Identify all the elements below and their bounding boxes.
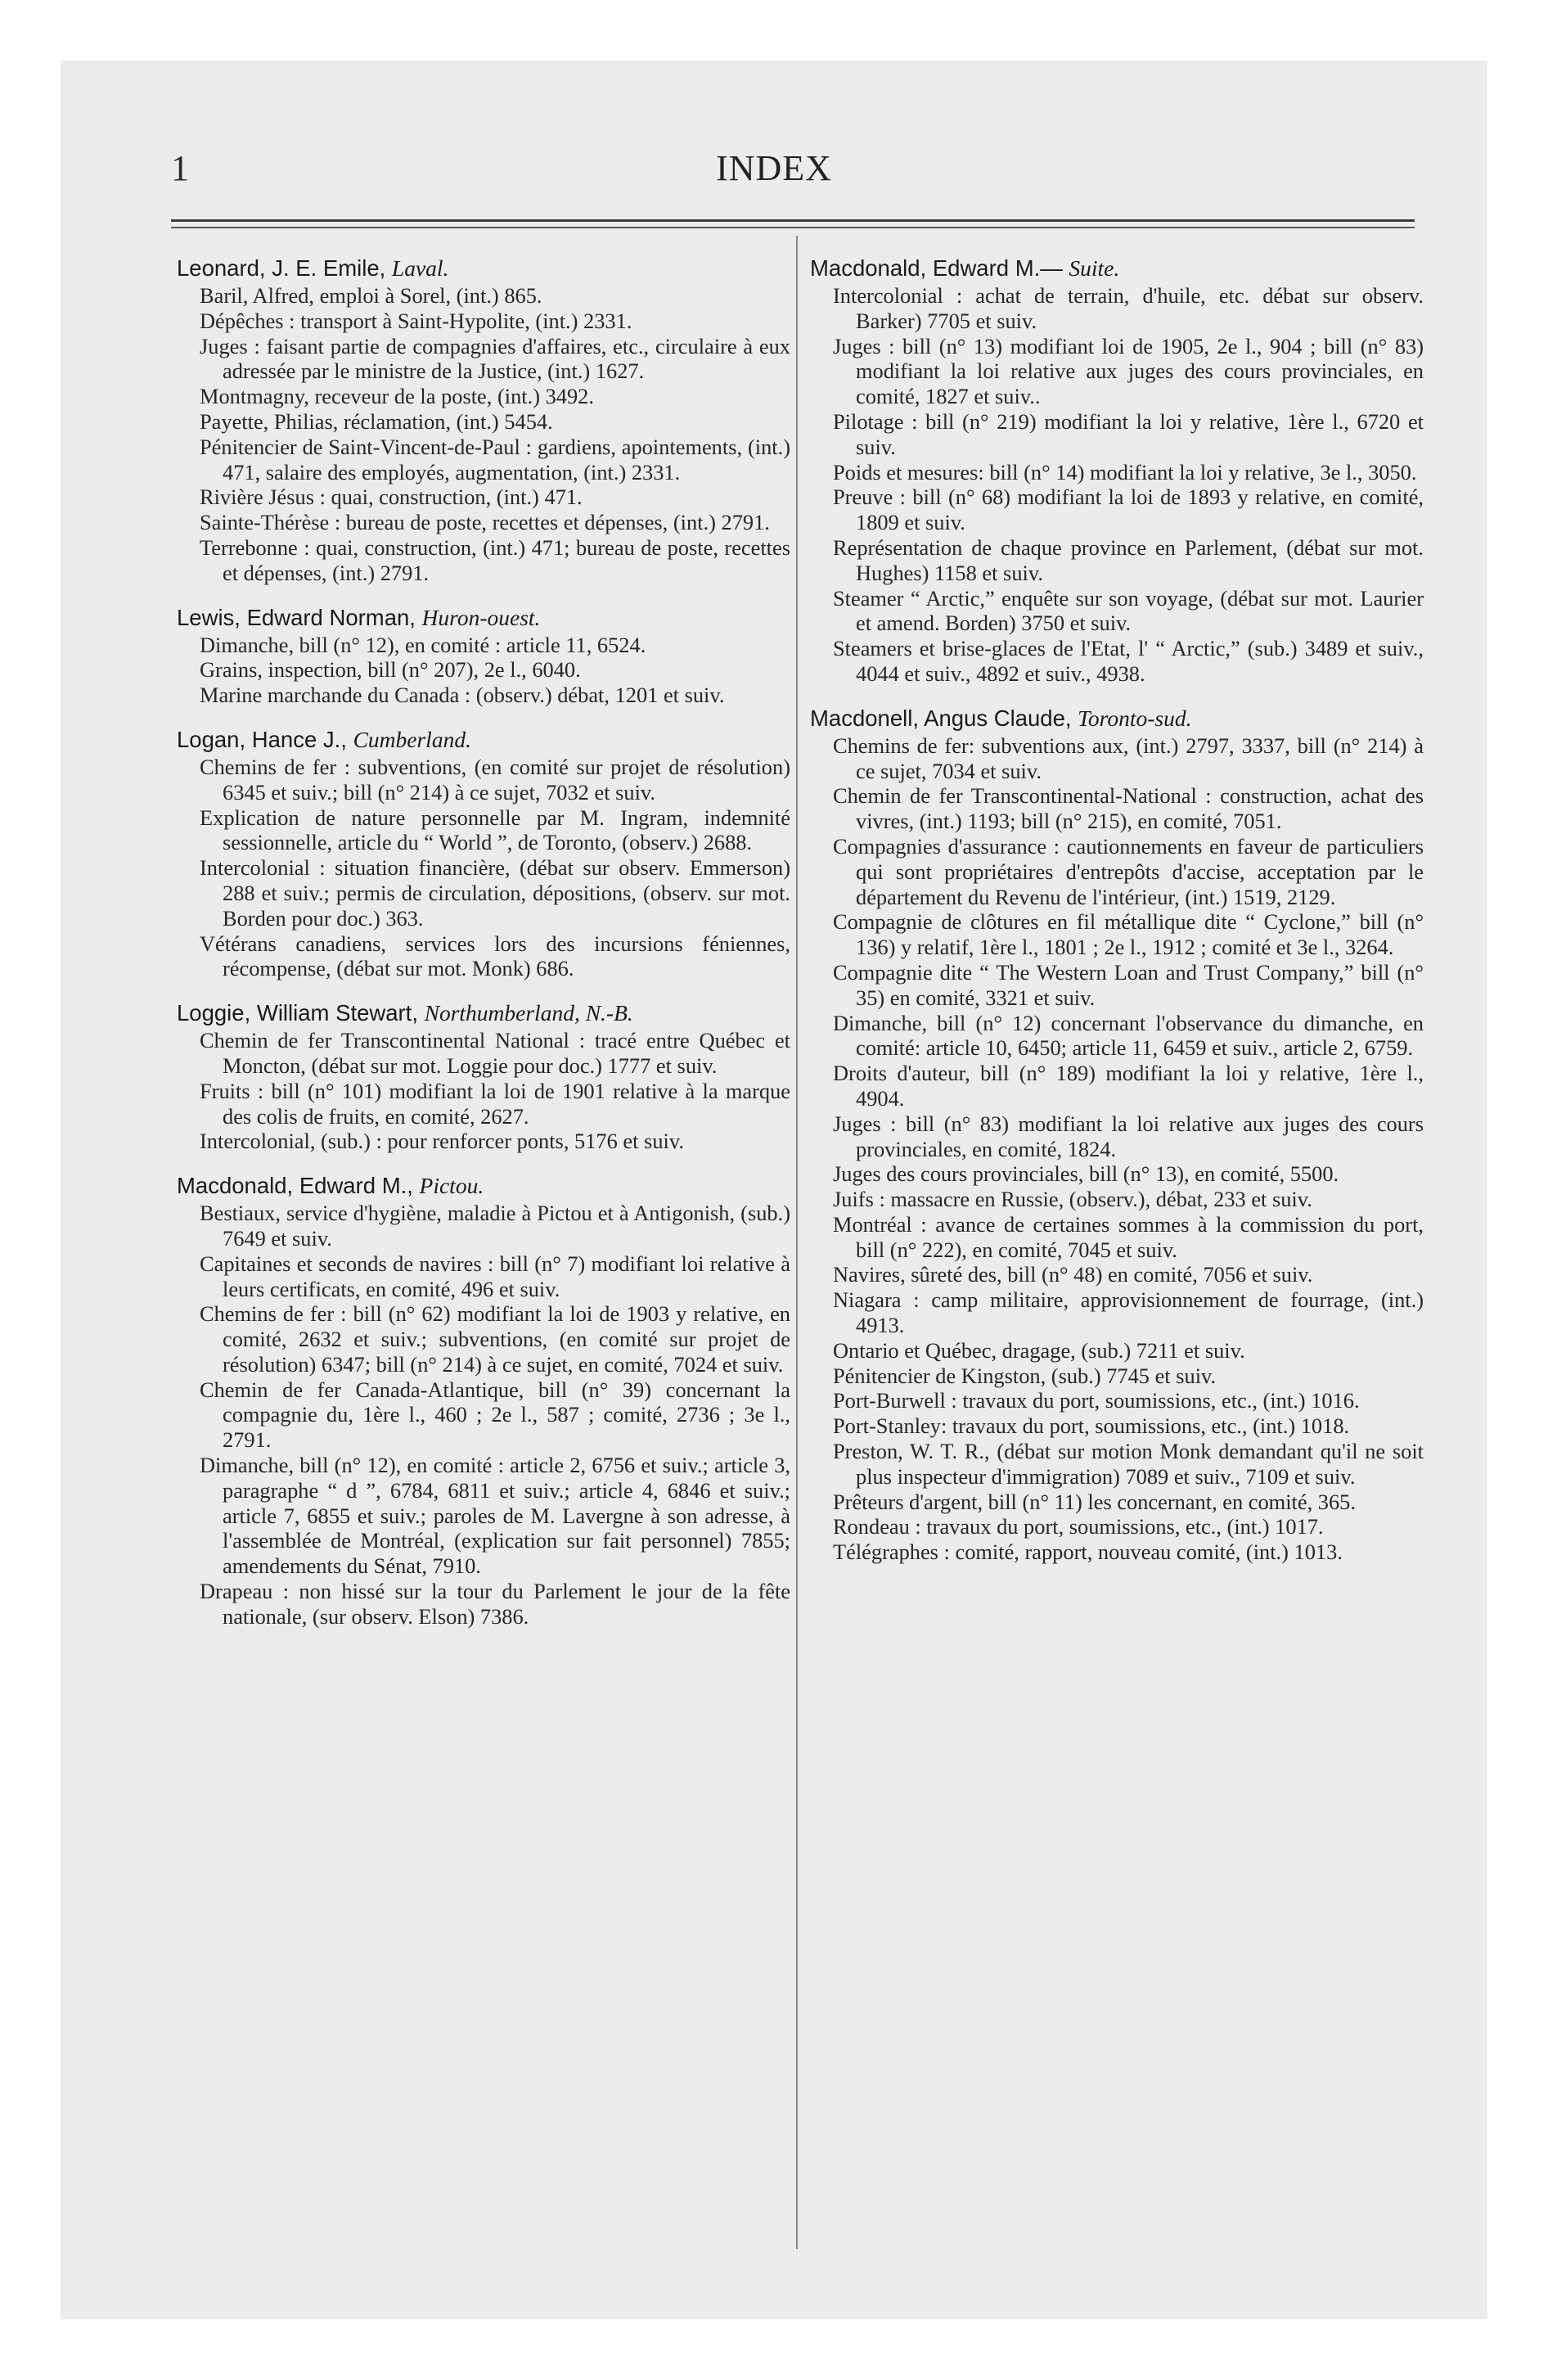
index-item: Dépêches : transport à Saint-Hypolite, (int.) 2331. (200, 308, 632, 333)
member-heading (177, 1000, 790, 1026)
member-name: Lewis, Edward Norman, (177, 604, 416, 630)
index-column-left (177, 255, 790, 1648)
member-name: Macdonald, Edward M.— (810, 255, 1063, 281)
index-item: Drapeau : non hissé sur la tour du Parlement le jour de la fête nationale, (sur observ. Elson) 7386. (200, 1579, 790, 1629)
index-item: Dimanche, bill (n° 12) concernant l'observance du dimanche, en comité: article 10, 6450; article 11, 6459 et suiv., article 2, 6759. (833, 1010, 1424, 1061)
index-item: Pénitencier de Saint-Vincent-de-Paul : gardiens, apointements, (int.) 471, salaire des employés, augmentation, (int.) 2331. (200, 434, 790, 485)
index-item: Sainte-Thérèse : bureau de poste, recettes et dépenses, (int.) 2791. (200, 510, 770, 535)
index-item: Chemins de fer : subventions, (en comité sur projet de résolution) 6345 et suiv.; bill (n° 214) à ce sujet, 7032 et suiv. (200, 754, 790, 805)
index-item: Juges des cours provinciales, bill (n° 13), en comité, 5500. (833, 1161, 1339, 1187)
member-heading (810, 705, 1424, 732)
index-item: Fruits : bill (n° 101) modifiant la loi de 1901 relative à la marque des colis de fruits, en comité, 2627. (200, 1078, 790, 1129)
member-riding: Toronto-sud. (1078, 705, 1192, 731)
member-name: Macdonell, Angus Claude, (810, 705, 1072, 731)
member-riding: Suite. (1069, 255, 1120, 281)
index-item: Terrebonne : quai, construction, (int.) 471; bureau de poste, recettes et dépenses, (int.) 2791. (200, 534, 790, 585)
index-item: Chemin de fer Transcontinental National : tracé entre Québec et Moncton, (débat sur mot. Loggie pour doc.) 1777 et suiv. (200, 1028, 790, 1078)
index-item: Droits d'auteur, bill (n° 189) modifiant la loi y relative, 1ère l., 4904. (833, 1061, 1424, 1111)
index-item: Steamer “ Arctic,” enquête sur son voyage, (débat sur mot. Laurier et amend. Borden) 3750 et suiv. (833, 585, 1424, 636)
member-heading (177, 1173, 790, 1199)
index-item: Dimanche, bill (n° 12), en comité : article 2, 6756 et suiv.; article 3, paragraphe “ d ”, 6784, 6811 et suiv.; article 4, 6846 et suiv.; article 7, 6855 et suiv.; paroles de M. Lavergne à son adresse, à l'assemblée de Montréal, (explication sur fait personnel) 7855; amendements du Sénat, 7910. (200, 1453, 790, 1579)
index-item: Compagnie de clôtures en fil métallique dite “ Cyclone,” bill (n° 136) y relatif, 1ère l., 1801 ; 2e l., 1912 ; comité et 3e l., 3264. (833, 909, 1424, 960)
index-item: Navires, sûreté des, bill (n° 48) en comité, 7056 et suiv. (833, 1262, 1313, 1287)
index-item: Juges : bill (n° 83) modifiant la loi relative aux juges des cours provinciales, en comité, 1824. (833, 1111, 1424, 1161)
page-number: 1 (171, 148, 189, 188)
index-item: Montréal : avance de certaines sommes à la commission du port, bill (n° 222), en comité, 7045 et suiv. (833, 1211, 1424, 1262)
index-item: Pilotage : bill (n° 219) modifiant la loi y relative, 1ère l., 6720 et suiv. (833, 408, 1424, 459)
member-riding: Laval. (391, 255, 449, 281)
page-title: INDEX (716, 148, 832, 188)
member-name: Loggie, William Stewart, (177, 1000, 418, 1026)
member-riding: Cumberland. (353, 726, 471, 752)
index-item: Steamers et brise-glaces de l'Etat, l' “ Arctic,” (sub.) 3489 et suiv., 4044 et suiv., 4892 et suiv., 4938. (833, 636, 1424, 686)
index-item: Juges : faisant partie de compagnies d'affaires, etc., circulaire à eux adressée par le ministre de la Justice, (int.) 1627. (200, 333, 790, 384)
index-item: Compagnies d'assurance : cautionnements en faveur de particuliers qui sont propriétaires d'entrepôts d'accise, acceptation par le département du Revenu de l'intérieur, (int.) 1519, 2129. (833, 833, 1424, 909)
index-item: Chemin de fer Canada-Atlantique, bill (n° 39) concernant la compagnie du, 1ère l., 460 ; 2e l., 587 ; comité, 2736 ; 3e l., 2791. (200, 1377, 790, 1453)
index-item: Juges : bill (n° 13) modifiant loi de 1905, 2e l., 904 ; bill (n° 83) modifiant la loi relative aux juges des cours provinciales, en comité, 1827 et suiv.. (833, 333, 1424, 409)
index-item: Chemins de fer: subventions aux, (int.) 2797, 3337, bill (n° 214) à ce sujet, 7034 et suiv. (833, 732, 1424, 783)
index-item: Port-Burwell : travaux du port, soumissions, etc., (int.) 1016. (833, 1388, 1360, 1413)
index-item: Vétérans canadiens, services lors des incursions féniennes, récompense, (débat sur mot. Monk) 686. (200, 931, 790, 981)
index-item: Payette, Philias, réclamation, (int.) 5454. (200, 408, 553, 434)
index-item: Télégraphes : comité, rapport, nouveau comité, (int.) 1013. (833, 1539, 1343, 1565)
index-entry (810, 255, 1424, 687)
index-item: Chemins de fer : bill (n° 62) modifiant la loi de 1903 y relative, en comité, 2632 et suiv.; subventions, (en comité sur projet de résolution) 6347; bill (n° 214) à ce sujet, en comité, 7024 et suiv. (200, 1301, 790, 1377)
member-heading (177, 605, 790, 631)
column-divider (796, 236, 798, 2249)
index-item: Intercolonial : achat de terrain, d'huile, etc. débat sur observ. Barker) 7705 et suiv. (833, 283, 1424, 333)
index-item: Preuve : bill (n° 68) modifiant la loi de 1893 y relative, en comité, 1809 et suiv. (833, 485, 1424, 535)
index-item: Niagara : camp militaire, approvisionnement de fourrage, (int.) 4913. (833, 1287, 1424, 1338)
index-item: Ontario et Québec, dragage, (sub.) 7211 et suiv. (833, 1337, 1245, 1363)
member-name: Macdonald, Edward M., (177, 1173, 413, 1199)
member-riding: Huron-ouest. (421, 604, 541, 630)
index-entry (177, 727, 790, 981)
index-item: Explication de nature personnelle par M. Ingram, indemnité sessionnelle, article du “ World ”, de Toronto, (observ.) 2688. (200, 805, 790, 855)
index-item: Montmagny, receveur de la poste, (int.) 3492. (200, 384, 594, 409)
member-name: Leonard, J. E. Emile, (177, 255, 386, 281)
member-riding: Northumberland, N.-B. (424, 1000, 633, 1026)
index-item: Chemin de fer Transcontinental-National : construction, achat des vivres, (int.) 1193; bill (n° 215), en comité, 7051. (833, 783, 1424, 834)
index-entry (177, 1173, 790, 1629)
index-item: Intercolonial : situation financière, (débat sur observ. Emmerson) 288 et suiv.; permis de circulation, dépositions, (observ. sur mot. Borden pour doc.) 363. (200, 855, 790, 931)
index-item: Bestiaux, service d'hygiène, maladie à Pictou et à Antigonish, (sub.) 7649 et suiv. (200, 1201, 790, 1251)
index-item: Marine marchande du Canada : (observ.) débat, 1201 et suiv. (200, 683, 725, 708)
index-entry (177, 255, 790, 586)
index-entry (810, 705, 1424, 1565)
index-entry (177, 1000, 790, 1154)
index-item: Intercolonial, (sub.) : pour renforcer ponts, 5176 et suiv. (200, 1129, 684, 1154)
index-item: Capitaines et seconds de navires : bill (n° 7) modifiant loi relative à leurs certificats, en comité, 496 et suiv. (200, 1251, 790, 1301)
index-item: Preston, W. T. R., (débat sur motion Monk demandant qu'il ne soit plus inspecteur d'immigration) 7089 et suiv., 7109 et suiv. (833, 1439, 1424, 1489)
member-heading (177, 255, 790, 282)
index-item: Grains, inspection, bill (n° 207), 2e l., 6040. (200, 657, 581, 683)
header-rule (171, 219, 1415, 222)
index-item: Représentation de chaque province en Parlement, (débat sur mot. Hughes) 1158 et suiv. (833, 534, 1424, 585)
header-rule-thin (171, 227, 1415, 228)
index-item: Rondeau : travaux du port, soumissions, etc., (int.) 1017. (833, 1514, 1324, 1539)
index-item: Prêteurs d'argent, bill (n° 11) les concernant, en comité, 365. (833, 1489, 1356, 1514)
index-item: Pénitencier de Kingston, (sub.) 7745 et suiv. (833, 1363, 1217, 1388)
member-heading (177, 727, 790, 753)
index-item: Baril, Alfred, emploi à Sorel, (int.) 865. (200, 283, 542, 308)
member-riding: Pictou. (419, 1173, 484, 1199)
index-entry (177, 605, 790, 708)
index-item: Poids et mesures: bill (n° 14) modifiant la loi y relative, 3e l., 3050. (833, 459, 1417, 485)
index-item: Rivière Jésus : quai, construction, (int.) 471. (200, 485, 583, 510)
index-item: Dimanche, bill (n° 12), en comité : article 11, 6524. (200, 632, 646, 657)
index-item: Port-Stanley: travaux du port, soumissions, etc., (int.) 1018. (833, 1413, 1350, 1439)
member-heading (810, 255, 1424, 282)
member-name: Logan, Hance J., (177, 726, 347, 752)
index-item: Compagnie dite “ The Western Loan and Trust Company,” bill (n° 35) en comité, 3321 et suiv. (833, 959, 1424, 1010)
index-column-right (810, 255, 1424, 1584)
index-item: Juifs : massacre en Russie, (observ.), débat, 233 et suiv. (833, 1187, 1312, 1212)
